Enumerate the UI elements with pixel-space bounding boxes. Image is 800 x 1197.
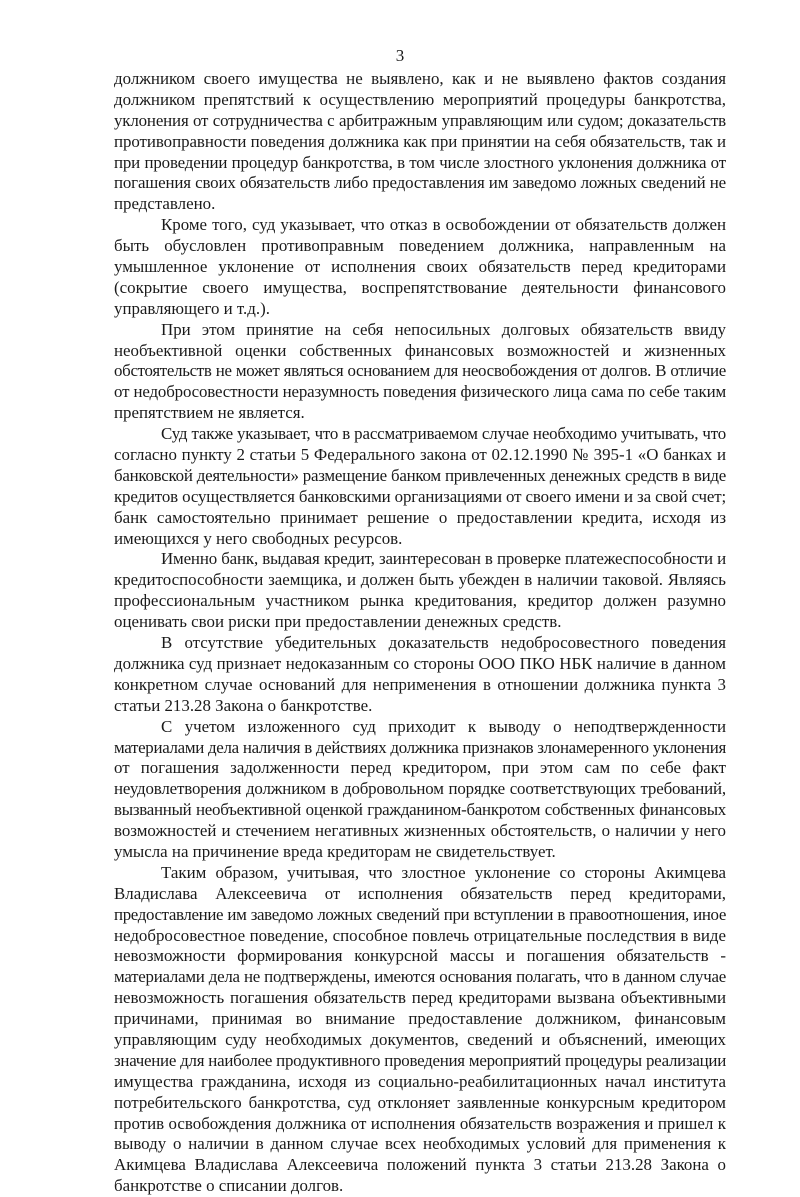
text-line: противоправности поведения должника как при принятии на себя обязательств, так и [114,131,726,151]
text-line: профессиональным участником рынка кредитования, кредитор должен разумно [114,591,726,611]
text-line: неудовлетворения должником в добровольном порядке соответствующих требований, [114,779,726,799]
text-line: банк самостоятельно принимает решение о предоставлении кредита, исходя из [114,507,726,527]
text-line: оценивать свои риски при предоставлении денежных средств. [114,612,562,632]
text-line: имеющихся у него свободных ресурсов. [114,528,403,548]
text-line: потребительского банкротства, суд отклоняет заявленные конкурсным кредитором [114,1092,726,1112]
text-line: вызванный необъективной оценкой гражданином-банкротом собственных финансовых [114,800,726,820]
paragraph [114,69,726,215]
text-line: от недобросовестности неразумность поведения физического лица сама по себе таким [114,382,726,402]
paragraph [114,549,726,633]
text-line: быть обусловлен противоправным поведением должника, направленным на [114,236,726,256]
text-line: уклонения от сотрудничества с арбитражным управляющим или судом; доказательств [114,110,726,130]
text-line: кредитов осуществляется банковскими организациями от своего имени и за свой счет; [114,486,726,506]
text-line: Таким образом, учитывая, что злостное уклонение со стороны Акимцева [161,862,726,882]
paragraph [114,320,726,424]
text-line: препятствием не является. [114,403,305,423]
text-line: С учетом изложенного суд приходит к выводу о неподтвержденности [161,716,726,736]
text-line: Суд также указывает, что в рассматриваемом случае необходимо учитывать, что [161,424,727,444]
text-line: невозможности формирования конкурсной массы и погашения обязательств - [114,946,726,966]
paragraph [114,863,726,1197]
text-line: банкротстве о списании долгов. [114,1176,344,1196]
text-line: Кроме того, суд указывает, что отказ в освобождении от обязательств должен [161,215,726,235]
page-number: 3 [395,46,405,65]
text-line: согласно пункту 2 статьи 5 Федерального закона от 02.12.1990 № 395-1 «О банках и [114,445,726,465]
text-line: предоставление им заведомо ложных сведений при вступлении в правоотношения, иное [114,904,726,924]
text-line: материалами дела наличия в действиях должника признаков злонамеренного уклонения [114,737,726,757]
paragraph [114,215,726,319]
text-line: должником своего имущества не выявлено, как и не выявлено фактов создания [114,69,726,88]
text-line: управляющим суду необходимых документов, сведений и объяснений, имеющих [114,1029,726,1049]
paragraph [114,633,726,717]
text-line: необъективной оценки собственных финансовых возможностей и жизненных [114,340,726,360]
text-line: представлено. [114,194,216,214]
text-line: недобросовестное поведение, способное повлечь отрицательные последствия в виде [114,925,726,945]
text-line: При этом принятие на себя непосильных долговых обязательств ввиду [161,319,726,339]
text-line: от погашения задолженности перед кредитором, при этом сам по себе факт [114,758,726,778]
text-line: причинами, принимая во внимание предоставление должником, финансовым [114,1009,726,1029]
text-line: должником препятствий к осуществлению мероприятий процедуры банкротства, [114,89,726,109]
paragraph [114,424,726,549]
text-line: значение для наиболее продуктивного проведения мероприятий процедуры реализации [114,1050,726,1070]
text-line: Акимцева Владислава Алексеевича положений пункта 3 статьи 213.28 Закона о [114,1155,726,1175]
text-line: кредитоспособности заемщика, и должен быть убежден в наличии таковой. Являясь [114,570,726,590]
text-line: материалами дела не подтверждены, имеются основания полагать, что в данном случае [114,967,726,987]
text-line: умышленное уклонение от исполнения своих обязательств перед кредиторами [114,257,726,277]
document-body [114,69,726,1197]
text-line: банковской деятельности» размещение банком привлеченных денежных средств в виде [114,465,726,485]
text-line: (сокрытие своего имущества, воспрепятствование деятельности финансового [114,277,726,297]
text-line: управляющего и т.д.). [114,298,270,318]
text-line: статьи 213.28 Закона о банкротстве. [114,695,373,715]
paragraph [114,717,726,863]
text-line: умысла на причинение вреда кредиторам не свидетельствует. [114,841,556,861]
text-line: конкретном случае оснований для неприменения в отношении должника пункта 3 [114,674,726,694]
text-line: возможностей и стечением негативных жизненных обстоятельств, о наличии у него [114,821,726,841]
text-line: невозможность погашения обязательств перед кредиторами вызвана объективными [114,988,726,1008]
text-line: погашения своих обязательств либо предоставления им заведомо ложных сведений не [114,173,726,193]
text-line: В отсутствие убедительных доказательств недобросовестного поведения [161,633,726,653]
text-line: против освобождения должника от исполнения обязательств возражения и пришел к [114,1113,726,1133]
text-line: при проведении процедур банкротства, в том числе злостного уклонения должника от [114,152,726,172]
text-line: Владислава Алексеевича от исполнения обязательств перед кредиторами, [114,883,726,903]
text-line: выводу о наличии в данном случае всех необходимых условий для применения к [114,1134,726,1154]
text-line: должника суд признает недоказанным со стороны ООО ПКО НБК наличие в данном [114,653,726,673]
text-line: Именно банк, выдавая кредит, заинтересован в проверке платежеспособности и [161,549,726,569]
text-line: имущества гражданина, исходя из социально-реабилитационных начал института [114,1071,726,1091]
text-line: обстоятельств не может являться основанием для неосвобождения от долгов. В отличие [114,361,726,381]
